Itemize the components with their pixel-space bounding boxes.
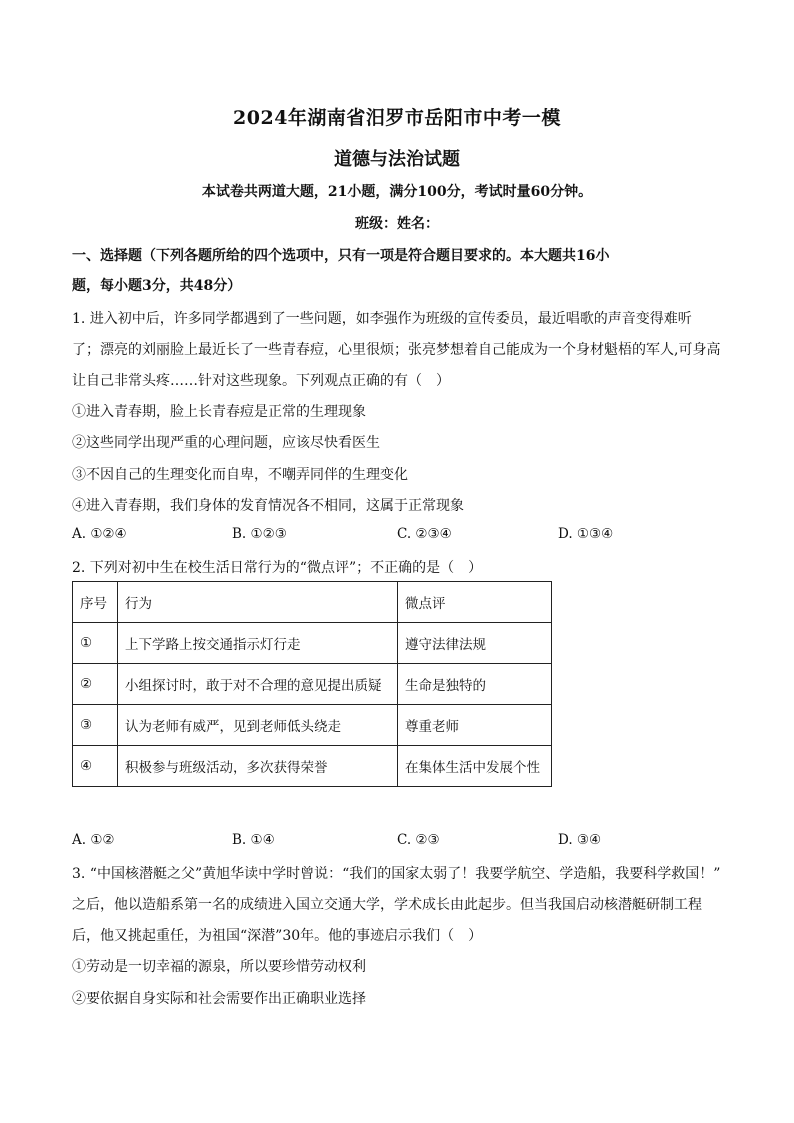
table-header-cell: 行为 xyxy=(118,582,398,623)
table-header-cell: 微点评 xyxy=(398,582,552,623)
table-cell: ① xyxy=(73,623,118,664)
table-cell: ③ xyxy=(73,705,118,746)
table-header-row xyxy=(73,582,552,623)
q3-stem-line1: 3. “中国核潜艇之父”黄旭华读中学时曾说：“我们的国家太弱了！我要学航空、学造船，我要科学救国！” xyxy=(72,866,721,882)
q3-item: ②要依据自身实际和社会需要作出正确职业选择 xyxy=(72,991,366,1007)
table-cell: 遵守法律法规 xyxy=(398,623,552,664)
q1-option-b[interactable]: B. ①②③ xyxy=(232,526,287,542)
table-cell: 认为老师有威严，见到老师低头绕走 xyxy=(118,705,398,746)
q1-option-a[interactable]: A. ①②④ xyxy=(72,526,127,542)
table-cell: 生命是独特的 xyxy=(398,664,552,705)
table-cell: ② xyxy=(73,664,118,705)
q1-stem-line3: 让自己非常头疼……针对这些现象。下列观点正确的有（ ） xyxy=(72,373,450,389)
table-row xyxy=(73,623,552,664)
table-cell: 尊重老师 xyxy=(398,705,552,746)
table-cell: ④ xyxy=(73,746,118,787)
q2-stem: 2. 下列对初中生在校生活日常行为的“微点评”；不正确的是（ ） xyxy=(72,560,483,576)
table-cell: 小组探讨时，敢于对不合理的意见提出质疑 xyxy=(118,664,398,705)
q3-stem-line3: 后，他又挑起重任，为祖国“深潜”30年。他的事迹启示我们（ ） xyxy=(72,928,483,944)
section-heading-line1: 一、选择题（下列各题所给的四个选项中，只有一项是符合题目要求的。本大题共16小 xyxy=(72,248,610,264)
exam-title: 2024年湖南省汨罗市岳阳市中考一模 xyxy=(233,107,561,129)
table-row xyxy=(73,705,552,746)
q2-option-b[interactable]: B. ①④ xyxy=(232,832,275,848)
q1-option-c[interactable]: C. ②③④ xyxy=(397,526,452,542)
q2-option-d[interactable]: D. ③④ xyxy=(558,832,602,848)
q1-item: ①进入青春期，脸上长青春痘是正常的生理现象 xyxy=(72,404,366,420)
section-heading-line2: 题，每小题3分，共48分） xyxy=(72,278,242,294)
q1-item: ④进入青春期，我们身体的发育情况各不相同，这属于正常现象 xyxy=(72,498,464,514)
table-cell: 上下学路上按交通指示灯行走 xyxy=(118,623,398,664)
table-cell: 积极参与班级活动，多次获得荣誉 xyxy=(118,746,398,787)
q1-stem-line1: 1. 进入初中后，许多同学都遇到了一些问题，如李强作为班级的宣传委员，最近唱歌的声音变得难听 xyxy=(72,311,692,327)
q2-table xyxy=(72,581,552,787)
class-name-line: 班级：姓名： xyxy=(355,216,439,232)
table-row xyxy=(73,746,552,787)
q2-option-c[interactable]: C. ②③ xyxy=(397,832,440,848)
table-row xyxy=(73,664,552,705)
q2-option-a[interactable]: A. ①② xyxy=(72,832,115,848)
exam-subtitle: 道德与法治试题 xyxy=(334,149,460,170)
q3-item: ①劳动是一切幸福的源泉，所以要珍惜劳动权利 xyxy=(72,959,366,975)
q1-stem-line2: 了；漂亮的刘丽脸上最近长了一些青春痘，心里很烦；张亮梦想着自己能成为一个身材魁梧的军人,可身高 xyxy=(72,342,721,358)
q1-item: ②这些同学出现严重的心理问题，应该尽快看医生 xyxy=(72,435,380,451)
q1-option-d[interactable]: D. ①③④ xyxy=(558,526,614,542)
table-header-cell: 序号 xyxy=(73,582,118,623)
q3-stem-line2: 之后，他以造船系第一名的成绩进入国立交通大学，学术成长由此起步。但当我国启动核潜艇研制工程 xyxy=(72,897,702,913)
table-cell: 在集体生活中发展个性 xyxy=(398,746,552,787)
exam-info: 本试卷共两道大题，21小题，满分100分，考试时量60分钟。 xyxy=(201,184,593,200)
q1-item: ③不因自己的生理变化而自卑，不嘲弄同伴的生理变化 xyxy=(72,467,408,483)
